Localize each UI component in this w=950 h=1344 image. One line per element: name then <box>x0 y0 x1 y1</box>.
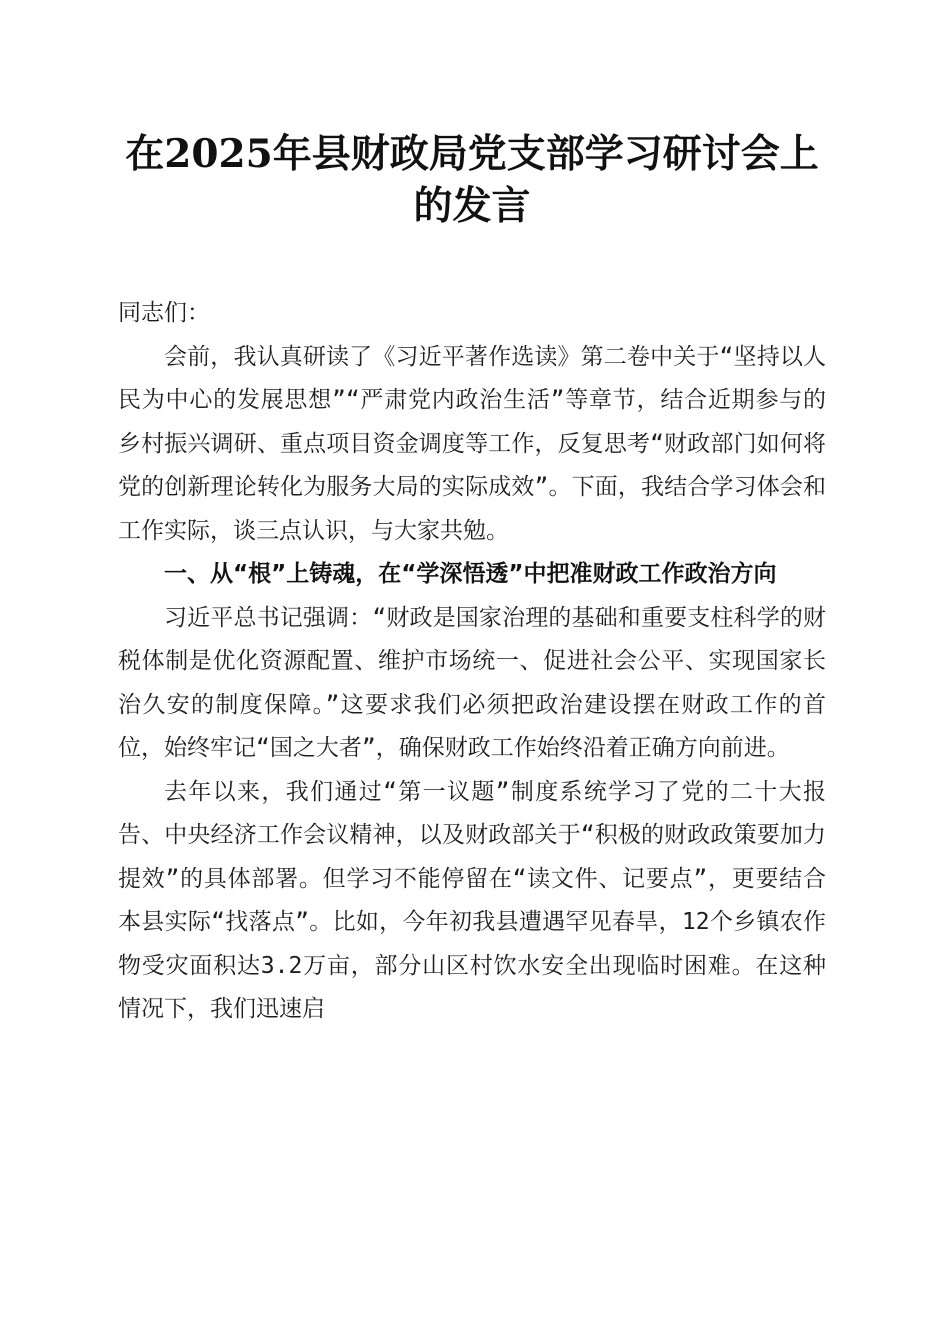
section-heading-1: 一、从“根”上铸魂，在“学深悟透”中把准财政工作政治方向 <box>164 561 777 587</box>
document-title: 在2025年县财政局党支部学习研讨会上的发言 <box>125 131 819 229</box>
section-1-paragraph-2: 去年以来，我们通过“第一议题”制度系统学习了党的二十大报告、中央经济工作会议精神，以及财政部关于“积极的财政政策要加力提效”的具体部署。但学习不能停留在“读文件、记要点”，更要结合本县实际“找落点”。比如，今年初我县遭遇罕见春旱，12个乡镇农作物受灾面积达3.2万亩，部分山区村饮水安全出现临时困难。在这种情况下，我们迅速启 <box>118 778 826 1022</box>
document-page <box>118 128 826 1032</box>
section-1-paragraph-1: 习近平总书记强调：“财政是国家治理的基础和重要支柱科学的财税体制是优化资源配置、维护市场统一、促进社会公平、实现国家长治久安的制度保障。”这要求我们必须把政治建设摆在财政工作的首位，始终牢记“国之大者”，确保财政工作始终沿着正确方向前进。 <box>118 604 826 761</box>
intro-paragraph: 会前，我认真研读了《习近平著作选读》第二卷中关于“坚持以人民为中心的发展思想”“严肃党内政治生活”等章节，结合近期参与的乡村振兴调研、重点项目资金调度等工作，反复思考“财政部门如何将党的创新理论转化为服务大局的实际成效”。下面，我结合学习体会和工作实际，谈三点认识，与大家共勉。 <box>118 343 826 544</box>
salutation: 同志们： <box>118 300 210 326</box>
